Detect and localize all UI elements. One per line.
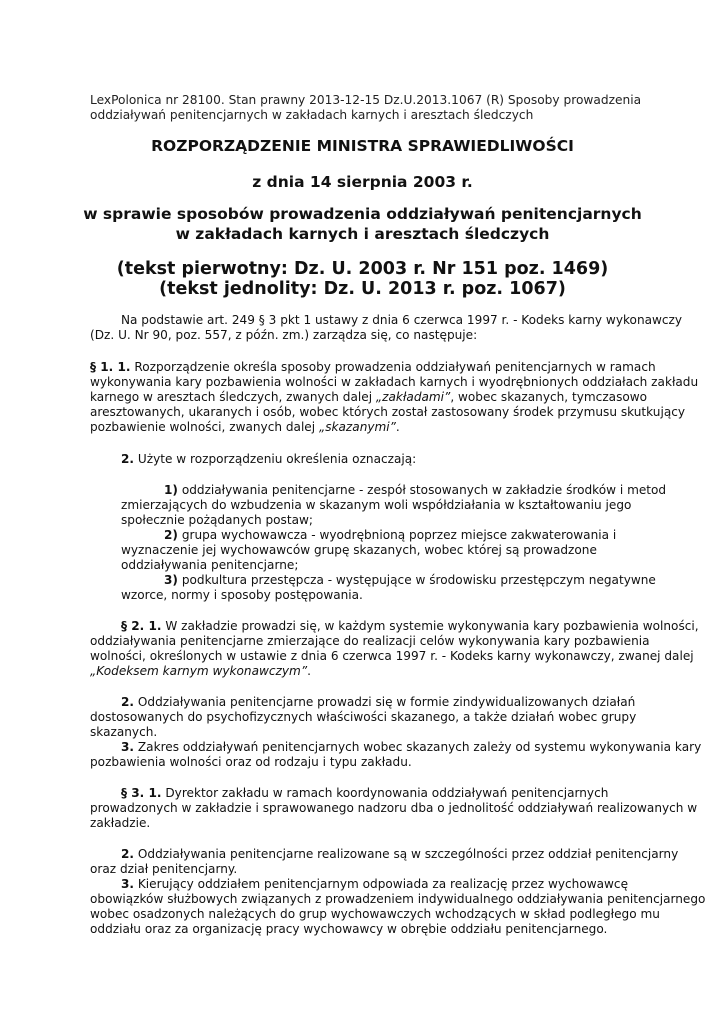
definition-1-line-3: społecznie pożądanych postaw; bbox=[121, 513, 313, 527]
section-2-paragraph-2-line-1: 2. Oddziaływania penitencjarne prowadzi się w formie zindywidualizowanych działań bbox=[121, 695, 636, 709]
document-subject-line-2: w zakładach karnych i aresztach śledczych bbox=[175, 225, 550, 243]
header-line-2: oddziaływań penitencjarnych w zakładach karnych i aresztach śledczych bbox=[90, 108, 534, 122]
section-3-paragraph-3-line-4: oddziału oraz za organizację pracy wychowawcy w obrębie oddziału penitencjarnego. bbox=[90, 922, 608, 936]
section-3-marker: § 3. 1. bbox=[121, 786, 162, 800]
section-3-paragraph-3-line-2: obowiązków służbowych związanych z prowadzeniem indywidualnego oddziaływania penitencjarnego bbox=[90, 892, 706, 906]
section-1-paragraph-2: 2. Użyte w rozporządzeniu określenia oznaczają: bbox=[121, 452, 417, 466]
document-title: ROZPORZĄDZENIE MINISTRA SPRAWIEDLIWOŚCI bbox=[151, 137, 574, 155]
definition-2-line-1: 2) grupa wychowawcza - wyodrębnioną poprzez miejsce zakwaterowania i bbox=[164, 528, 617, 542]
definition-2-line-3: oddziaływania penitencjarne; bbox=[121, 558, 299, 572]
section-1-marker: § 1. 1. bbox=[90, 360, 131, 374]
section-3-paragraph-2-line-1: 2. Oddziaływania penitencjarne realizowane są w szczególności przez oddział penitencjarny bbox=[121, 847, 679, 861]
section-2-line-3: wolności, określonych w ustawie z dnia 6 czerwca 1997 r. - Kodeks karny wykonawczy, zwanej dalej bbox=[90, 649, 694, 663]
section-3-line-3: zakładzie. bbox=[90, 816, 151, 830]
definition-1-line-1: 1) oddziaływania penitencjarne - zespół stosowanych w zakładzie środków i metod bbox=[164, 483, 667, 497]
paragraph-marker: 2. bbox=[121, 452, 135, 466]
section-3-line-1: § 3. 1. Dyrektor zakładu w ramach koordynowania oddziaływań penitencjarnych bbox=[121, 786, 609, 800]
original-text-reference: (tekst pierwotny: Dz. U. 2003 r. Nr 151 poz. 1469) bbox=[116, 259, 609, 279]
section-2-line-4: „Kodeksem karnym wykonawczym”. bbox=[90, 664, 311, 678]
section-1-line-3: karnego w aresztach śledczych, zwanych dalej „zakładami”, wobec skazanych, tymczasowo bbox=[90, 390, 648, 404]
definition-3-line-1: 3) podkultura przestępcza - występujące w środowisku przestępczym negatywne bbox=[164, 573, 656, 587]
section-2-paragraph-2-line-3: skazanych. bbox=[90, 725, 158, 739]
section-1-line-4: aresztowanych, ukaranych i osób, wobec których został zastosowany środek przymusu skutkujący bbox=[90, 405, 686, 419]
section-2-line-1: § 2. 1. W zakładzie prowadzi się, w każdym systemie wykonywania kary pozbawienia wolności, bbox=[121, 619, 699, 633]
section-1-line-5: pozbawienie wolności, zwanych dalej „skazanymi”. bbox=[90, 420, 400, 434]
header-line-1: LexPolonica nr 28100. Stan prawny 2013-12-15 Dz.U.2013.1067 (R) Sposoby prowadzenia bbox=[90, 93, 642, 107]
definition-1-line-2: zmierzających do wzbudzenia w skazanym woli współdziałania w kształtowaniu jego bbox=[121, 498, 632, 512]
section-3-paragraph-2-line-2: oraz dział penitencjarny. bbox=[90, 862, 238, 876]
preamble-line-2: (Dz. U. Nr 90, poz. 557, z późn. zm.) zarządza się, co następuje: bbox=[90, 328, 478, 342]
section-3-paragraph-3-line-3: wobec osadzonych należących do grup wychowawczych wchodzących w skład podległego mu bbox=[90, 907, 660, 921]
section-1-line-2: wykonywania kary pozbawienia wolności w zakładach karnych i wyodrębnionych oddziałach zakładu bbox=[90, 375, 699, 389]
section-2-line-2: oddziaływania penitencjarne zmierzające do realizacji celów wykonywania kary pozbawienia bbox=[90, 634, 650, 648]
section-3-paragraph-3-line-1: 3. Kierujący oddziałem penitencjarnym odpowiada za realizację przez wychowawcę bbox=[121, 877, 629, 891]
section-2-paragraph-3-line-2: pozbawienia wolności oraz od rodzaju i typu zakładu. bbox=[90, 755, 412, 769]
document-subject-line-1: w sprawie sposobów prowadzenia oddziaływań penitencjarnych bbox=[83, 205, 642, 223]
preamble-line-1: Na podstawie art. 249 § 3 pkt 1 ustawy z dnia 6 czerwca 1997 r. - Kodeks karny wykonawczy bbox=[121, 313, 683, 327]
definition-2-line-2: wyznaczenie jej wychowawców grupę skazanych, wobec której są prowadzone bbox=[121, 543, 597, 557]
section-3-line-2: prowadzonych w zakładzie i sprawowanego nadzoru dba o jednolitość oddziaływań realizowanych w bbox=[90, 801, 698, 815]
section-2-paragraph-2-line-2: dostosowanych do psychofizycznych właściwości skazanego, a także działań wobec grupy bbox=[90, 710, 637, 724]
consolidated-text-reference: (tekst jednolity: Dz. U. 2013 r. poz. 1067) bbox=[159, 279, 566, 299]
section-2-paragraph-3-line-1: 3. Zakres oddziaływań penitencjarnych wobec skazanych zależy od systemu wykonywania kary bbox=[121, 740, 702, 754]
section-1-line-1: § 1. 1. Rozporządzenie określa sposoby prowadzenia oddziaływań penitencjarnych w ramach bbox=[90, 360, 656, 374]
definition-3-line-2: wzorce, normy i sposoby postępowania. bbox=[121, 588, 363, 602]
section-2-marker: § 2. 1. bbox=[121, 619, 162, 633]
document-date: z dnia 14 sierpnia 2003 r. bbox=[252, 173, 473, 191]
